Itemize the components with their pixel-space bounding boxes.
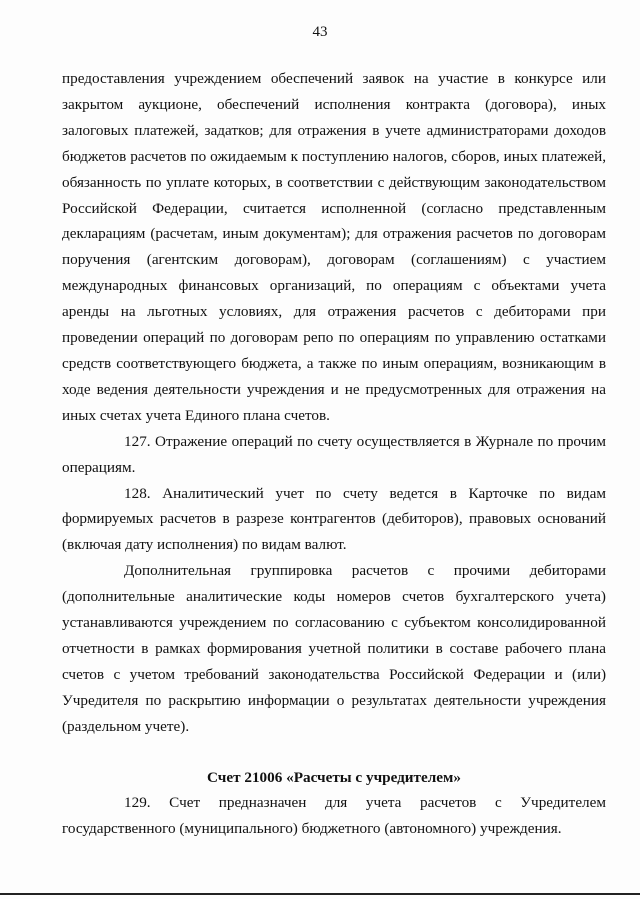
- paragraph-additional-grouping: Дополнительная группировка расчетов с прочими дебиторами (дополнительные аналитические коды номеров счетов бухгалтерского учета) устанавливаются учреждением по согласованию с субъектом консолидированной отчетности в рамках формирования учетной политики в составе рабочего плана счетов с учетом требований законодательства Российской Федерации и (или) Учредителя по раскрытию информации о результатах деятельности учреждения (раздельном учете).: [62, 562, 606, 735]
- section-heading: Счет 21006 «Расчеты с учредителем»: [207, 768, 461, 786]
- document-body: [62, 66, 606, 842]
- page-number: 43: [312, 24, 328, 40]
- paragraph-127: 127. Отражение операций по счету осуществляется в Журнале по прочим операциям.: [62, 432, 606, 476]
- paragraph-continuation: предоставления учреждением обеспечений заявок на участие в конкурсе или закрытом аукционе, обеспечений исполнения контракта (договора), иных залоговых платежей, задатков; для отражения в учете администраторами доходов бюджетов расчетов по ожидаемым к поступлению налогов, сборов, иных платежей, обязанность по уплате которых, в соответствии с действующим законодательством Российской Федерации, считается исполненной (согласно представленным декларациям (расчетам, иным документам); для отражения расчетов по договорам поручения (агентским договорам), договорам (соглашениям) с участием международных финансовых организаций, по операциям с объектами учета аренды на льготных условиях, для отражения расчетов с дебиторами при проведении операций по договорам репо по операциям по управлению остатками средств соответствующего бюджета, а также по иным операциям, возникающим в ходе ведения деятельности учреждения и не предусмотренных для отражения на иных счетах учета Единого плана счетов.: [62, 70, 606, 424]
- paragraph-129: 129. Счет предназначен для учета расчетов с Учредителем государственного (муниципального) бюджетного (автономного) учреждения.: [62, 794, 606, 838]
- paragraph-128: 128. Аналитический учет по счету ведется в Карточке по видам формируемых расчетов в разрезе контрагентов (дебиторов), правовых оснований (включая дату исполнения) по видам валют.: [62, 484, 606, 554]
- page-bottom-edge: [0, 893, 640, 895]
